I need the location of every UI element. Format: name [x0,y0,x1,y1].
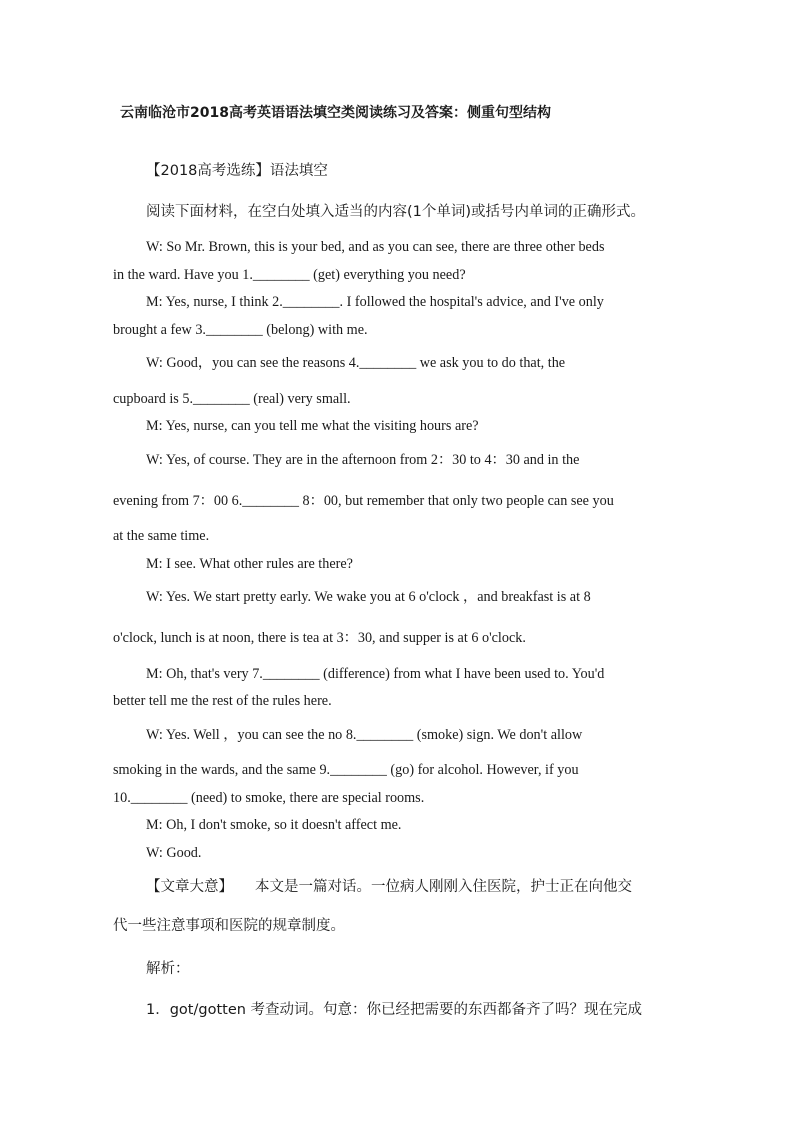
analysis-label: 解析： [146,961,190,977]
dialogue-line: o'clock, lunch is at noon, there is tea at 3：30, and supper is at 6 o'clock. [113,630,526,646]
summary-text: 本文是一篇对话。一位病人刚刚入住医院，护士正在向他交 [255,879,632,895]
dialogue-line: W: So Mr. Brown, this is your bed, and as you can see, there are three other beds [146,239,605,255]
dialogue-line: M: Oh, that's very 7.________ (difference) from what I have been used to. You'd [146,666,605,682]
dialogue-line: M: Oh, I don't smoke, so it doesn't affect me. [146,817,402,833]
dialogue-line: better tell me the rest of the rules here. [113,693,332,709]
instructions: 阅读下面材料，在空白处填入适当的内容(1个单词)或括号内单词的正确形式。 [146,204,646,220]
dialogue-line: M: Yes, nurse, I think 2.________. I followed the hospital's advice, and I've only [146,294,604,310]
dialogue-line: at the same time. [113,528,210,544]
dialogue-line: smoking in the wards, and the same 9.________ (go) for alcohol. However, if you [113,762,579,778]
summary-paragraph [146,878,632,896]
summary-label: 【文章大意】 [146,879,233,895]
dialogue-line: W: Yes. Well ，you can see the no 8.________ (smoke) sign. We don't allow [146,727,583,743]
dialogue-line: brought a few 3.________ (belong) with me. [113,322,368,338]
summary-text-continued: 代一些注意事项和医院的规章制度。 [113,918,345,934]
document-title: 云南临沧市2018高考英语语法填空类阅读练习及答案：侧重句型结构 [120,105,551,121]
dialogue-line: 10.________ (need) to smoke, there are special rooms. [113,790,425,806]
dialogue-line: M: Yes, nurse, can you tell me what the visiting hours are? [146,418,479,434]
answer-1: 1．got/gotten 考查动词。句意：你已经把需要的东西都备齐了吗？现在完成 [146,1002,643,1018]
dialogue-line: evening from 7：00 6.________ 8：00, but remember that only two people can see you [113,493,614,509]
dialogue-line: in the ward. Have you 1.________ (get) everything you need? [113,267,466,283]
section-heading: 【2018高考选练】语法填空 [146,163,328,179]
dialogue-line: W: Yes. We start pretty early. We wake you at 6 o'clock ，and breakfast is at 8 [146,589,591,605]
dialogue-line: W: Good. [146,845,202,861]
dialogue-line: cupboard is 5.________ (real) very small. [113,391,351,407]
dialogue-line: W: Yes, of course. They are in the afternoon from 2：30 to 4：30 and in the [146,452,580,468]
dialogue-line: M: I see. What other rules are there? [146,556,353,572]
dialogue-line: W: Good，you can see the reasons 4.________ we ask you to do that, the [146,355,566,371]
